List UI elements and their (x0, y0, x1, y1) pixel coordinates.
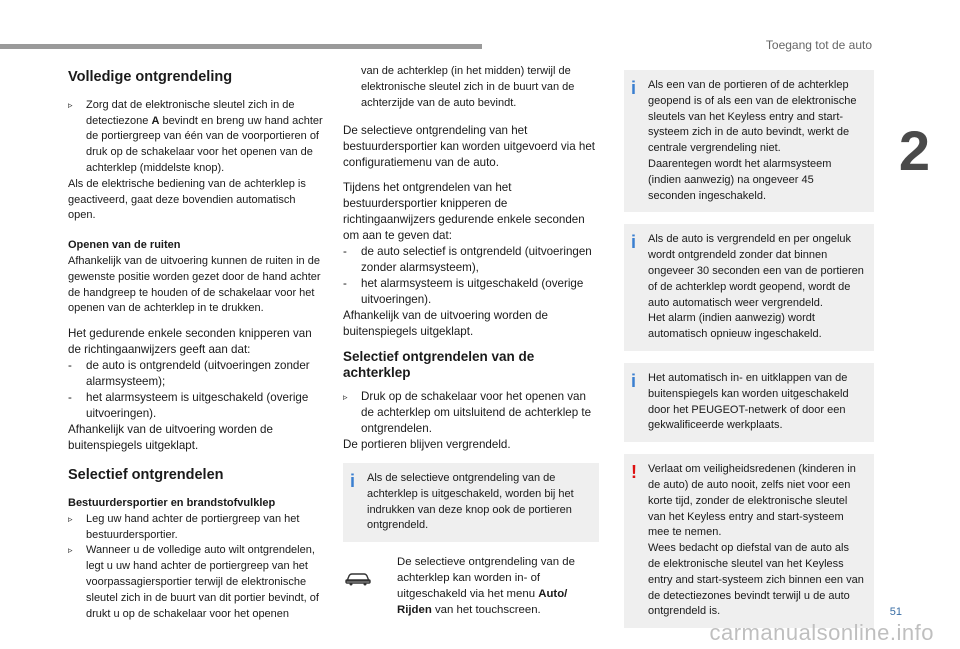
column-middle (343, 64, 599, 618)
info-note (343, 463, 599, 542)
note-text: Het automatisch in- en uitklappen van de buitenspiegels kan worden uitgeschakeld door het PEUGEOT-netwerk of door een gekwalificeerde werkplaats. (648, 371, 849, 432)
note-text: Verlaat om veiligheidsredenen (kinderen in de auto) de auto nooit, zelfs niet voor een korte tijd, zonder de elektronische sleutel van het Keyless entry and start-systeem mee te nemen. (648, 463, 856, 539)
warning-note (624, 454, 874, 628)
section-title-tailgate: Selectief ontgrendelen van de achterklep (343, 349, 535, 381)
dash-item: - het alarmsysteem is uitgeschakeld (overige uitvoeringen). (68, 390, 324, 422)
subheading-driver-door: Bestuurdersportier en brandstofvulklep (68, 496, 276, 509)
text: van het touchscreen. (431, 604, 541, 617)
note-text: Als een van de portieren of de achterklep geopend is of als een van de elektronische sleutels van het Keyless entry and start-systeem zich in de auto bevindt, werkt de centrale vergrendeling niet. (648, 79, 857, 155)
paragraph: Afhankelijk van de uitvoering worden de buitenspiegels uitgeklapt. (68, 423, 273, 453)
paragraph: Tijdens het ontgrendelen van het bestuurdersportier knipperen de richtingaanwijzers gedurende enkele seconden om aan te geven dat: (343, 181, 585, 243)
info-icon: i (350, 470, 356, 491)
text: Zorg dat de elektronische sleutel zich in de detectiezone (86, 98, 295, 127)
note-text: Wees bedacht op diefstal van de auto als de elektronische sleutel van het Keyless entry and start-systeem zich binnen een van de detectiezones bevindt terwijl u de auto ontgrendeld is. (648, 542, 864, 618)
bullet-item: ▹ Leg uw hand achter de portiergreep van het bestuurdersportier. (68, 512, 324, 544)
info-icon: i (631, 78, 637, 98)
info-note (624, 70, 874, 212)
note-text: Het alarm (indien aanwezig) wordt automatisch opnieuw ingeschakeld. (648, 312, 822, 341)
info-icon: i (631, 370, 637, 391)
watermark: carmanualsonline.info (709, 620, 934, 645)
text: bevindt en breng uw hand achter de portiergreep van één van de voorportieren of druk op de schakelaar voor het openen van de achterklep (middelste knop). (86, 114, 323, 174)
warning-icon: ! (631, 462, 637, 483)
header-rule (0, 44, 482, 49)
note-text: Als de selectieve ontgrendeling van de achterklep is uitgeschakeld, worden bij het indrukken van deze knop ook de portieren ontgrendeld. (367, 471, 574, 532)
bullet-item: ▹ Wanneer u de volledige auto wilt ontgrendelen, legt u uw hand achter de portiergreep van het voorpassagiersportier terwijl de elektronische sleutel zich in de buurt van dit portier bevindt, of drukt u op de schakelaar voor het openen (68, 543, 324, 622)
car-menu-note (343, 554, 599, 618)
dash-item: - de auto selectief is ontgrendeld (uitvoeringen zonder alarmsysteem), (343, 244, 599, 276)
page-number: 51 (889, 606, 902, 618)
menu-name: Auto/ Rijden (397, 588, 568, 617)
paragraph-continued: van de achterklep (in het midden) terwijl de elektronische sleutel zich in de buurt van de achterzijde van de auto bevindt. (361, 65, 575, 109)
bullet-item: ▹ Druk op de schakelaar voor het openen van de achterklep om uitsluitend de achterklep te ontgrendelen. (343, 389, 599, 437)
info-icon: i (631, 232, 637, 253)
column-left (68, 62, 324, 622)
dash-item: - de auto is ontgrendeld (uitvoeringen zonder alarmsysteem); (68, 358, 324, 390)
paragraph: Afhankelijk van de uitvoering kunnen de ruiten in de gewenste positie worden gezet door de hand achter de handgreep te houden of de schakelaar voor het openen van de achterklep in te drukken. (68, 254, 321, 315)
paragraph: De selectieve ontgrendeling van het bestuurdersportier kan worden uitgevoerd via het configuratiemenu van de auto. (343, 124, 595, 170)
note-text: Daarentegen wordt het alarmsysteem (indien aanwezig) na ongeveer 45 seconden ingeschakeld. (648, 157, 832, 202)
note-text: Als de auto is vergrendeld en per ongeluk wordt ontgrendeld zonder dat binnen ongeveer 30 seconden een van de portieren of de achterklep wordt geopend, wordt de auto automatisch weer vergrendeld. (648, 233, 864, 309)
paragraph: Afhankelijk van de uitvoering worden de buitenspiegels uitgeklapt. (343, 309, 548, 339)
column-right (624, 70, 874, 640)
paragraph: De portieren blijven vergrendeld. (343, 437, 511, 451)
section-title-full-unlock: Volledige ontgrendeling (68, 69, 233, 85)
section-title-selective-unlock: Selectief ontgrendelen (68, 467, 224, 484)
chapter-title: Toegang tot de auto (765, 38, 872, 52)
zone-label: A (151, 114, 160, 127)
text: De selectieve ontgrendeling van de achterklep kan worden in- of uitgeschakeld via het menu (397, 556, 575, 601)
paragraph: Als de elektrische bediening van de achterklep is geactiveerd, gaat deze bovendien automatisch open. (68, 177, 306, 222)
chapter-number: 2 (898, 119, 930, 182)
info-note (624, 363, 874, 442)
car-icon (344, 570, 372, 586)
bullet-item (68, 98, 324, 177)
paragraph: Het gedurende enkele seconden knipperen van de richtingaanwijzers geeft aan dat: (68, 327, 312, 357)
info-note (624, 224, 874, 351)
dash-item: - het alarmsysteem is uitgeschakeld (overige uitvoeringen). (343, 276, 599, 308)
subheading-windows: Openen van de ruiten (68, 239, 181, 252)
